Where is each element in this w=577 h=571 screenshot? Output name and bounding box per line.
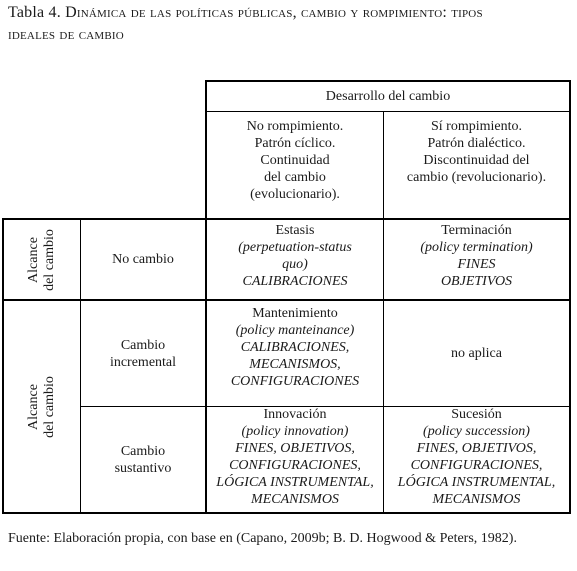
cell-innovation-line: FINES, OBJETIVOS, <box>235 441 355 456</box>
row-incremental-line: incremental <box>109 354 177 370</box>
cell-succession-line: MECANISMOS <box>432 492 521 507</box>
row-incremental-line: Cambio <box>120 337 166 353</box>
cell-innovation-line: LÓGICA INSTRUMENTAL, <box>216 475 374 490</box>
row-no-change <box>81 220 205 299</box>
source-footnote: Fuente: Elaboración propia, con base en (Capano, 2009b; B. D. Hogwood & Peters, 1982). <box>8 531 517 546</box>
cell-maintenance-line: CALIBRACIONES, <box>240 340 350 355</box>
cell-termination <box>384 222 569 299</box>
header-no-break-line: Patrón cíclico. <box>254 136 336 151</box>
cell-succession-line: (policy succession) <box>423 424 530 439</box>
header-break <box>384 118 569 218</box>
scope-label-line: del cambio <box>42 375 57 438</box>
row-substantive-line: sustantivo <box>114 460 172 476</box>
cell-stasis <box>207 222 383 299</box>
header-break-line: Sí rompimiento. <box>431 119 522 134</box>
table-title-line2: ideales de cambio <box>8 26 124 43</box>
cell-succession-line: FINES, OBJETIVOS, <box>416 441 537 456</box>
cell-termination-line: (policy termination) <box>420 240 533 255</box>
row-scope-label-1 <box>4 220 80 299</box>
row-scope-label-2 <box>4 301 80 512</box>
cell-succession <box>384 406 569 512</box>
cell-stasis-line: (perpetuation-status <box>238 240 352 255</box>
header-break-line: Patrón dialéctico. <box>427 136 526 151</box>
header-break-line: Discontinuidad del <box>423 153 530 168</box>
header-development <box>207 82 569 111</box>
row-incremental <box>81 301 205 406</box>
header-no-break-line: (evolucionario). <box>250 187 340 202</box>
cell-maintenance-name: Mantenimiento <box>252 306 338 321</box>
row-substantive <box>81 407 205 512</box>
scope-label-line: Alcance <box>26 383 41 430</box>
cell-innovation-name: Innovación <box>263 407 327 422</box>
cell-maintenance <box>207 305 383 406</box>
header-no-break <box>207 118 383 218</box>
cell-maintenance-line: MECANISMOS, <box>249 357 341 372</box>
cell-stasis-line: CALIBRACIONES <box>242 274 348 289</box>
cell-termination-line: FINES <box>457 257 496 272</box>
cell-maintenance-line: CONFIGURACIONES <box>230 374 360 389</box>
cell-innovation-line: (policy innovation) <box>241 424 349 439</box>
scope-label-line: del cambio <box>42 228 57 291</box>
cell-termination-line: OBJETIVOS <box>440 274 513 289</box>
table-number: Tabla 4. <box>8 4 61 21</box>
cell-innovation-line: MECANISMOS <box>251 492 339 507</box>
cell-innovation <box>207 406 383 512</box>
cell-maintenance-line: (policy manteinance) <box>235 323 355 338</box>
cell-innovation-line: CONFIGURACIONES, <box>229 458 361 473</box>
cell-succession-line: LÓGICA INSTRUMENTAL, <box>397 475 556 490</box>
cell-stasis-line: quo) <box>282 257 308 272</box>
row-substantive-line: Cambio <box>120 443 166 459</box>
table-title-line1: Dinámica de las políticas públicas, cambio y rompimiento: tipos <box>65 4 483 21</box>
cell-not-applicable <box>384 301 569 406</box>
header-no-break-line: No rompimiento. <box>246 119 344 134</box>
header-break-line: cambio (revolucionario). <box>406 170 547 185</box>
scope-label-line: Alcance <box>26 236 41 283</box>
header-no-break-line: Continuidad <box>260 153 330 168</box>
cell-not-applicable-label: no aplica <box>451 346 502 361</box>
header-no-break-line: del cambio <box>264 170 326 185</box>
cell-succession-line: CONFIGURACIONES, <box>410 458 543 473</box>
row-no-change-label: No cambio <box>112 252 174 267</box>
cell-stasis-name: Estasis <box>275 223 315 238</box>
header-development-label: Desarrollo del cambio <box>325 89 451 104</box>
table-caption <box>8 2 568 46</box>
cell-termination-name: Terminación <box>441 223 512 238</box>
cell-succession-name: Sucesión <box>451 407 502 422</box>
